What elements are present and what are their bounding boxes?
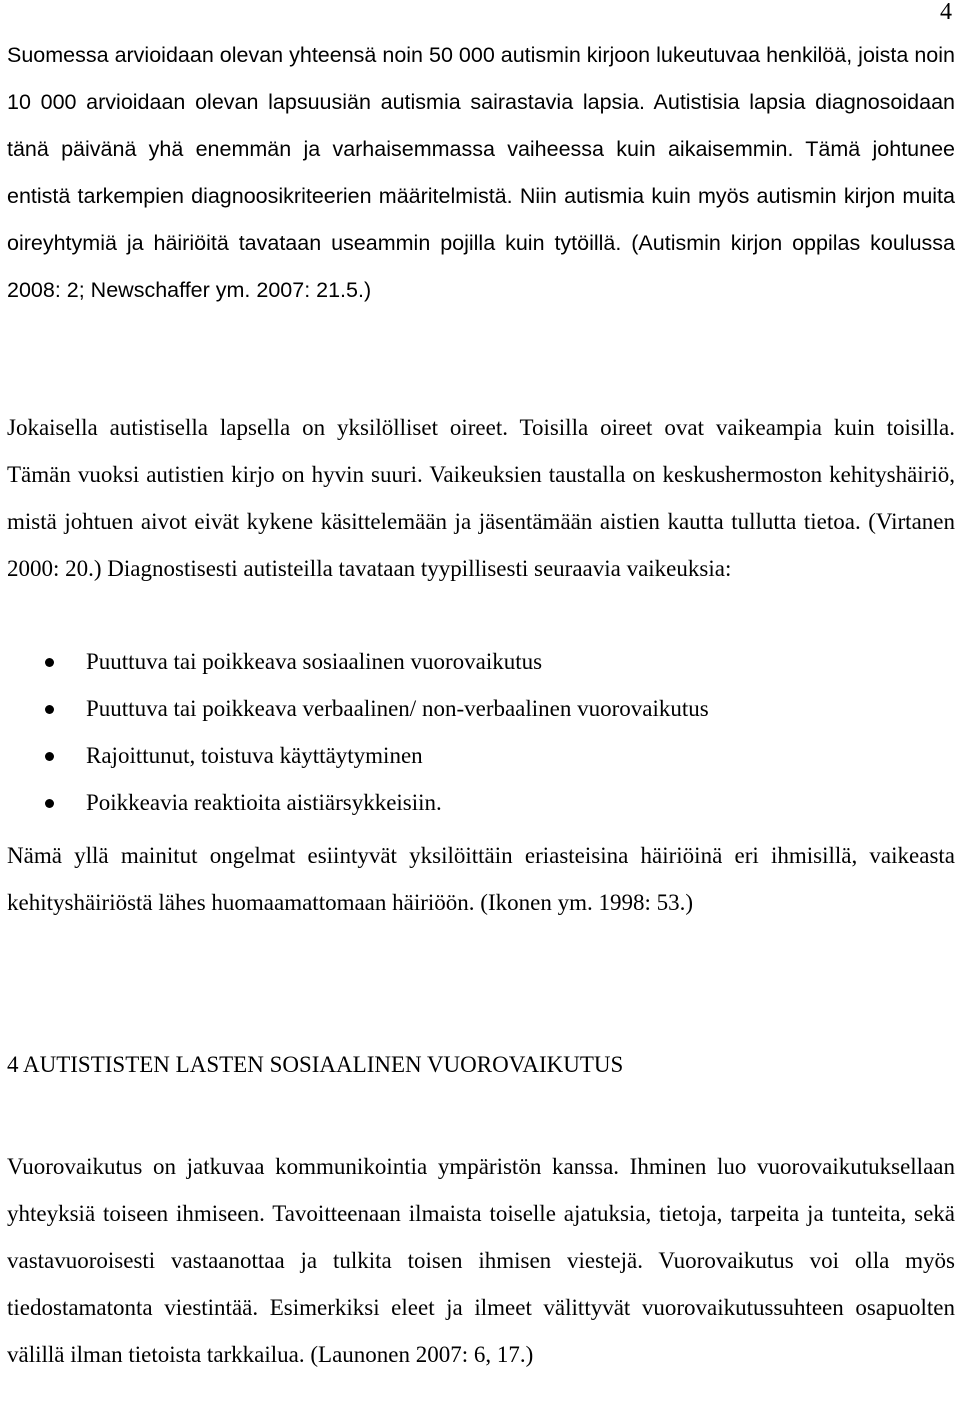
bullet-icon <box>45 752 54 761</box>
list-item-text: Puuttuva tai poikkeava sosiaalinen vuorovaikutus <box>86 649 543 674</box>
list-item <box>7 685 955 732</box>
page-number: 4 <box>940 0 952 25</box>
list-item <box>7 779 955 826</box>
paragraph-variation: Nämä yllä mainitut ongelmat esiintyvät yksilöittäin eriasteisina häiriöinä eri ihmisillä, vaikeasta kehityshäiriöstä lähes huomaamattomaan häiriöön. (Ikonen ym. 1998: 53.) <box>7 843 955 915</box>
section-heading: 4 AUTISTISTEN LASTEN SOSIAALINEN VUOROVAIKUTUS <box>7 1052 624 1077</box>
bullet-icon <box>45 799 54 808</box>
paragraph-interaction: Vuorovaikutus on jatkuvaa kommunikointia ympäristön kanssa. Ihminen luo vuorovaikutuksellaan yhteyksiä toiseen ihmiseen. Tavoitteenaan ilmaista toiselle ajatuksia, tietoja, tarpeita ja tunteita, sekä vastavuoroisesti vastaanottaa ja tulkita toisen ihmisen viestejä. Vuorovaikutus voi olla myös tiedostamatonta viestintää. Esimerkiksi eleet ja ilmeet välittyvät vuorovaikutussuhteen osapuolten välillä ilman tietoista tarkkailua. (Launonen 2007: 6, 17.) <box>7 1154 955 1367</box>
list-item-text: Rajoittunut, toistuva käyttäytyminen <box>86 743 423 768</box>
paragraph-autism-prevalence: Suomessa arvioidaan olevan yhteensä noin 50 000 autismin kirjoon lukeutuvaa henkilöä, joista noin 10 000 arvioidaan olevan lapsuusiän autismia sairastavia lapsia. Autistisia lapsia diagnosoidaan tänä päivänä yhä enemmän ja varhaisemmassa vaiheessa kuin aikaisemmin. Tämä johtunee entistä tarkempien diagnoosikriteerien määritelmistä. Niin autismia kuin myös autismin kirjon muita oireyhtymiä ja häiriöitä tavataan useammin pojilla kuin tytöillä. (Autismin kirjon oppilas koulussa 2008: 2; Newschaffer ym. 2007: 21.5.) <box>7 43 955 302</box>
bullet-icon <box>45 705 54 714</box>
list-item-text: Poikkeavia reaktioita aistiärsykkeisiin. <box>86 790 442 815</box>
paragraph-individual-symptoms: Jokaisella autistisella lapsella on yksilölliset oireet. Toisilla oireet ovat vaikeampia kuin toisilla. Tämän vuoksi autistien kirjo on hyvin suuri. Vaikeuksien taustalla on keskushermoston kehityshäiriö, mistä johtuen aivot eivät kykene käsittelemään ja jäsentämään aistien kautta tullutta tietoa. (Virtanen 2000: 20.) Diagnostisesti autisteilla tavataan tyypillisesti seuraavia vaikeuksia: <box>7 415 955 581</box>
list-item-text: Puuttuva tai poikkeava verbaalinen/ non-verbaalinen vuorovaikutus <box>86 696 709 721</box>
bullet-icon <box>45 658 54 667</box>
list-item <box>7 638 955 685</box>
difficulties-list <box>7 638 955 826</box>
list-item <box>7 732 955 779</box>
